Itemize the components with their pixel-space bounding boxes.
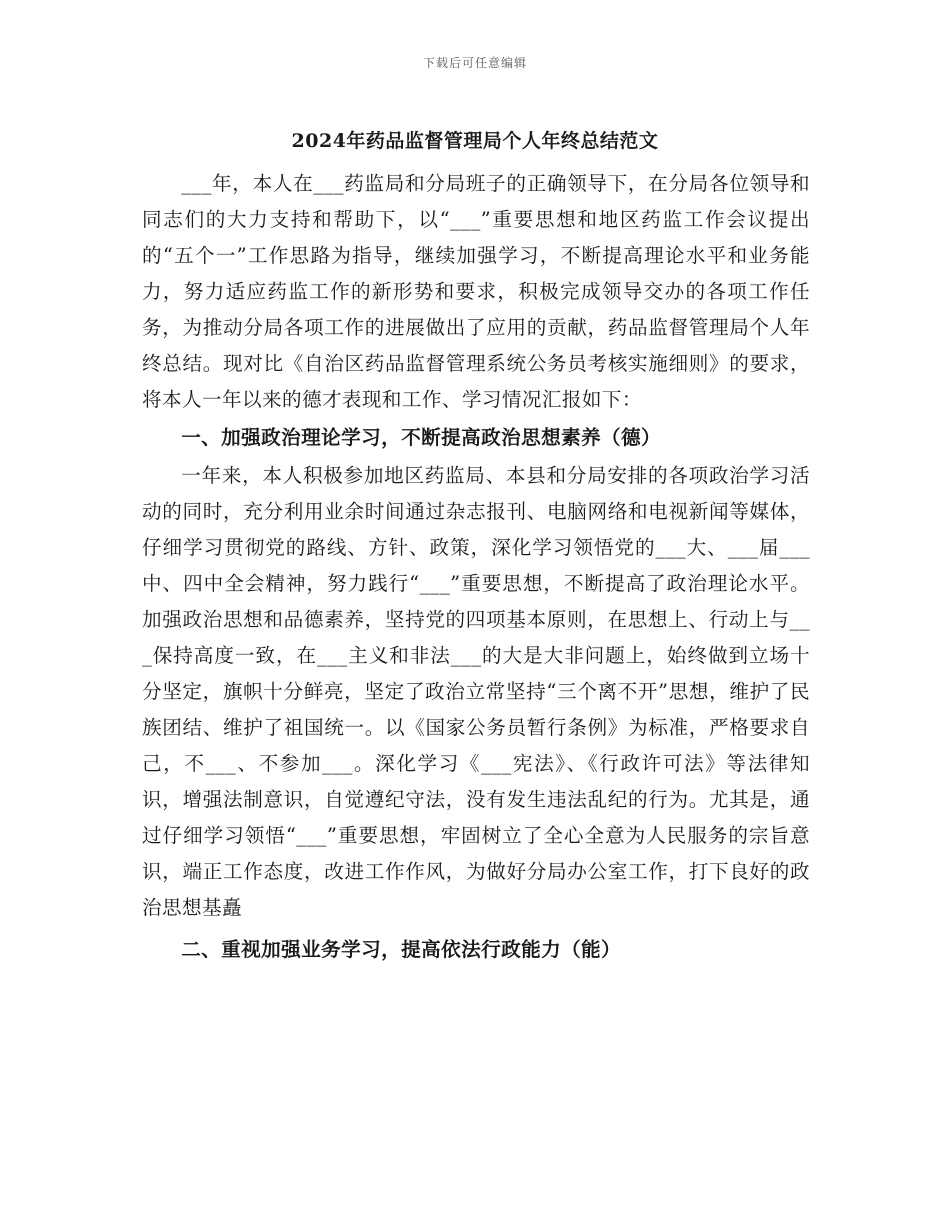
header-note: 下载后可任意编辑 <box>422 56 527 70</box>
section-heading-2: 二、重视加强业务学习，提高依法行政能力（能） <box>181 938 622 961</box>
section-heading-1: 一、加强政治理论学习，不断提高政治思想素养（德） <box>181 426 662 449</box>
document-body <box>142 166 810 970</box>
intro-paragraph: ___年，本人在___药监局和分局班子的正确领导下，在分局各位领导和同志们的大力支持和帮助下，以“___”重要思想和地区药监工作会议提出的“五个一”工作思路为指导，继续加强学习，不断提高理论水平和业务能力，努力适应药监工作的新形势和要求，积极完成领导交办的各项工作任务，为推动分局各项工作的进展做出了应用的贡献，药品监督管理局个人年终总结。现对比《自治区药品监督管理系统公务员考核实施细则》的要求，将本人一年以来的德才表现和工作、学习情况汇报如下： <box>142 172 810 411</box>
document-title: 2024年药品监督管理局个人年终总结范文 <box>291 130 659 152</box>
section-1-paragraph: 一年来，本人积极参加地区药监局、本县和分局安排的各项政治学习活动的同时，充分利用业余时间通过杂志报刊、电脑网络和电视新闻等媒体，仔细学习贯彻党的路线、方针、政策，深化学习领悟党的___大、___届___中、四中全会精神，努力践行“___”重要思想，不断提高了政治理论水平。加强政治思想和品德素养，坚持党的四项基本原则，在思想上、行动上与___保持高度一致，在___主义和非法___的大是大非问题上，始终做到立场十分坚定，旗帜十分鲜亮，坚定了政治立常坚持“三个离不开”思想，维护了民族团结、维护了祖国统一。以《国家公务员暂行条例》为标准，严格要求自己，不___、不参加___。深化学习《___宪法》、《行政许可法》等法律知识，增强法制意识，自觉遵纪守法，没有发生违法乱纪的行为。尤其是，通过仔细学习领悟“___”重要思想，牢固树立了全心全意为人民服务的宗旨意识，端正工作态度，改进工作作风，为做好分局办公室工作，打下良好的政治思想基矗 <box>142 464 810 919</box>
